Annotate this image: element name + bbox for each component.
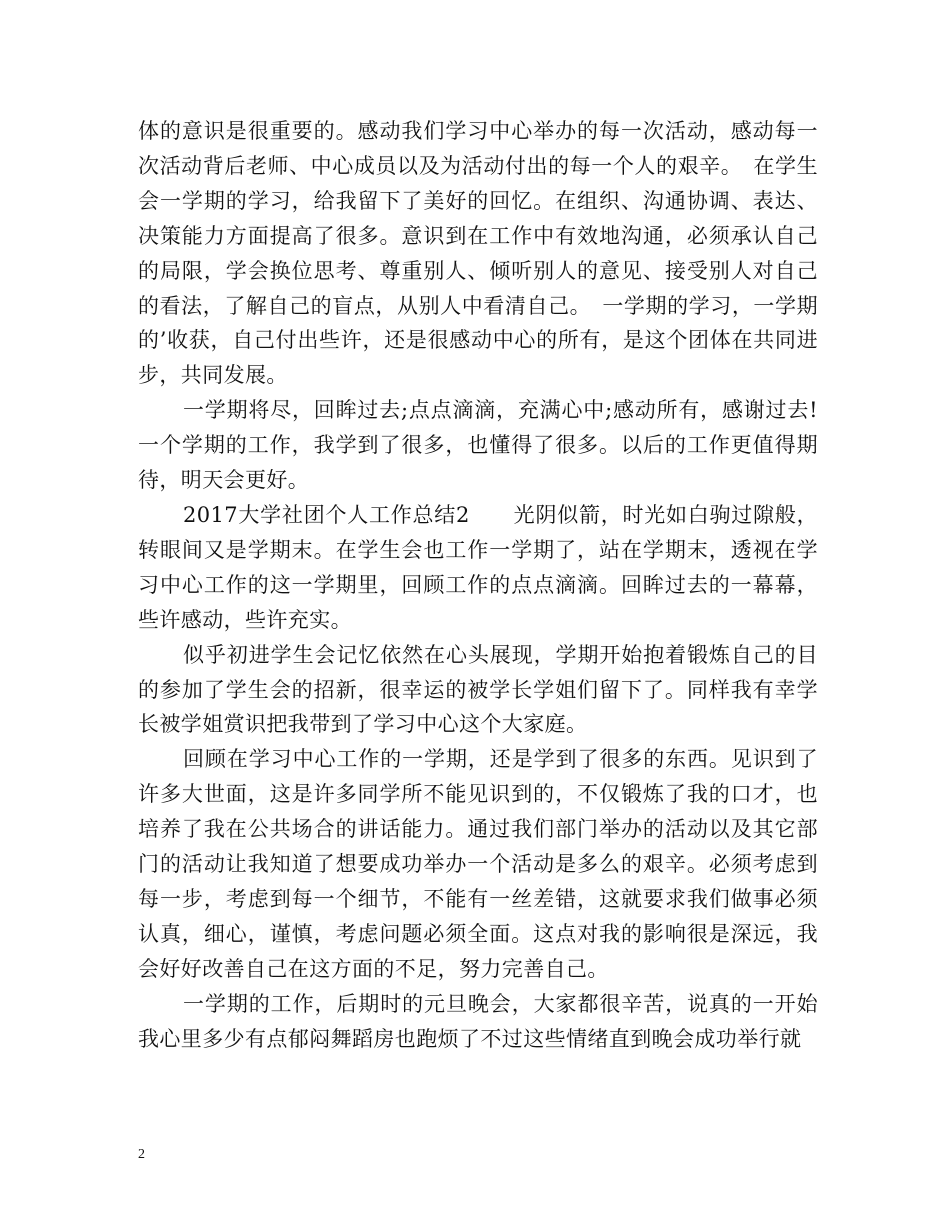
paragraph-5: 回顾在学习中心工作的一学期，还是学到了很多的东西。见识到了许多大世面，这是许多同学所不能见识到的，不仅锻炼了我的口才，也培养了我在公共场合的讲话能力。通过我们部门举办的活动以及其它部门的活动让我知道了想要成功举办一个活动是多么的艰辛。必须考虑到每一步，考虑到每一个细节，不能有一丝差错，这就要求我们做事必须认真，细心，谨慎，考虑问题必须全面。这点对我的影响很是深远，我会好好改善自己在这方面的不足，努力完善自己。 [138, 747, 818, 981]
paragraph-4: 似乎初进学生会记忆依然在心头展现，学期开始抱着锻炼自己的目的参加了学生会的招新，很幸运的被学长学姐们留下了。同样我有幸学长被学姐赏识把我带到了学习中心这个大家庭。 [138, 642, 818, 737]
paragraph-1: 体的意识是很重要的。感动我们学习中心举办的每一次活动，感动每一次活动背后老师、中心成员以及为活动付出的每一个人的艰辛。 在学生会一学期的学习，给我留下了美好的回忆。在组织、沟通协调、表达、决策能力方面提高了很多。意识到在工作中有效地沟通，必须承认自己的局限，学会换位思考、尊重别人、倾听别人的意见、接受别人对自己的看法，了解自己的盲点，从别人中看清自己。 一学期的学习，一学期的’收获，自己付出些许，还是很感动中心的所有，是这个团体在共同进步，共同发展。 [138, 119, 818, 388]
paragraph-3: 2017大学社团个人工作总结2 光阴似箭，时光如白驹过隙般，转眼间又是学期末。在学生会也工作一学期了，站在学期末，透视在学习中心工作的这一学期里，回顾工作的点点滴滴。回眸过去的一幕幕，些许感动，些许充实。 [138, 502, 818, 632]
paragraph-2: 一学期将尽，回眸过去;点点滴滴，充满心中;感动所有，感谢过去!一个学期的工作，我学到了很多，也懂得了很多。以后的工作更值得期待，明天会更好。 [138, 398, 818, 493]
page-number: 2 [138, 1147, 145, 1162]
document-body [138, 114, 818, 1056]
paragraph-6: 一学期的工作，后期时的元旦晚会，大家都很辛苦，说真的一开始我心里多少有点郁闷舞蹈房也跑烦了不过这些情绪直到晚会成功举行就 [138, 991, 818, 1051]
